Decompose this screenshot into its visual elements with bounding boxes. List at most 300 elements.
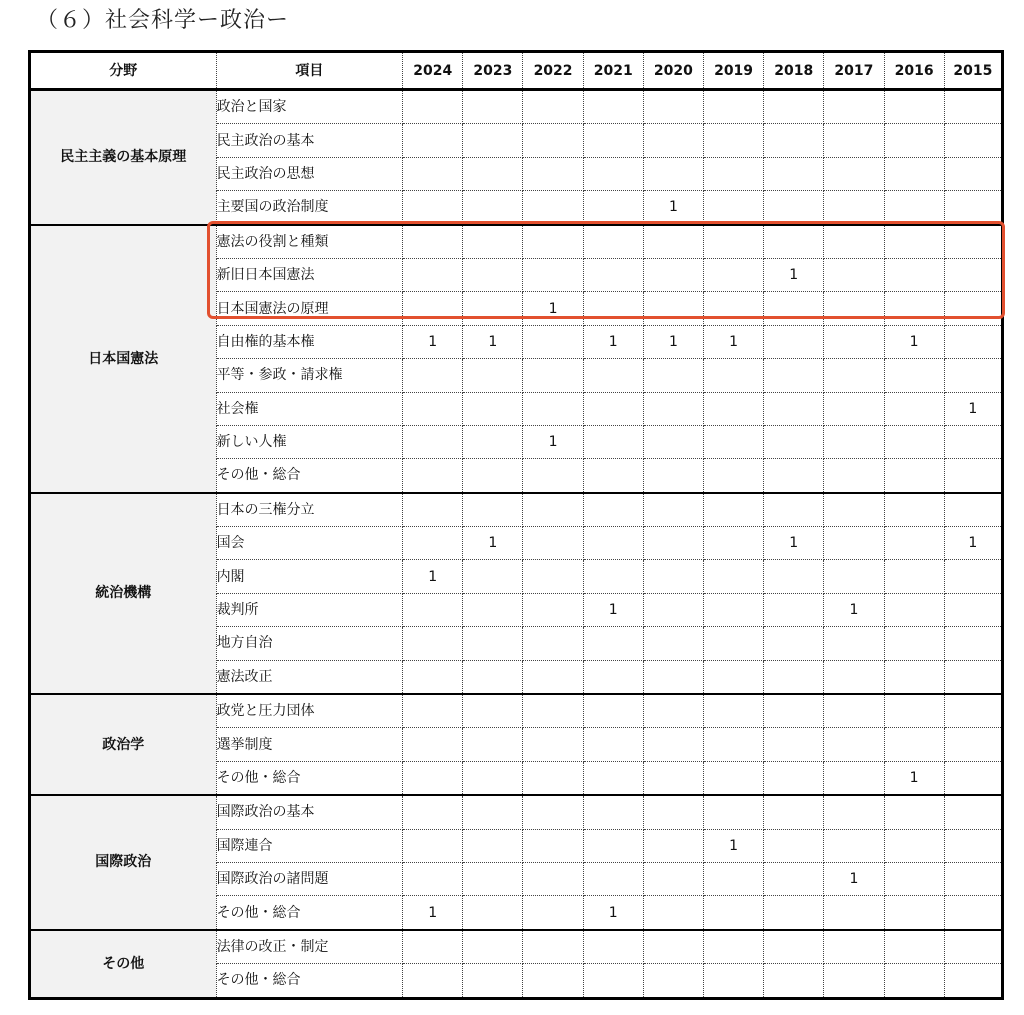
value-cell xyxy=(703,660,763,694)
value-cell xyxy=(944,761,1002,795)
value-cell xyxy=(703,90,763,124)
table-row xyxy=(30,930,1003,964)
value-cell xyxy=(403,124,463,157)
value-cell xyxy=(643,124,703,157)
value-cell xyxy=(403,660,463,694)
header-year: 2018 xyxy=(764,52,824,90)
value-cell xyxy=(523,660,583,694)
value-cell xyxy=(403,225,463,259)
value-cell xyxy=(523,527,583,560)
value-cell xyxy=(764,930,824,964)
value-cell: 1 xyxy=(403,560,463,593)
value-cell xyxy=(824,896,884,930)
value-cell xyxy=(583,930,643,964)
value-cell xyxy=(824,493,884,527)
value-cell xyxy=(703,560,763,593)
header-category: 分野 xyxy=(30,52,217,90)
value-cell xyxy=(523,560,583,593)
value-cell xyxy=(583,392,643,425)
value-cell xyxy=(884,493,944,527)
value-cell xyxy=(403,627,463,660)
value-cell xyxy=(643,660,703,694)
value-cell xyxy=(703,694,763,728)
value-cell xyxy=(703,258,763,291)
value-cell: 1 xyxy=(703,829,763,862)
value-cell xyxy=(583,660,643,694)
value-cell xyxy=(764,560,824,593)
value-cell: 1 xyxy=(824,593,884,626)
value-cell xyxy=(463,660,523,694)
value-cell xyxy=(463,694,523,728)
value-cell xyxy=(884,425,944,458)
value-cell xyxy=(703,964,763,998)
item-cell: 国際政治の基本 xyxy=(216,795,403,829)
table-body xyxy=(30,90,1003,999)
value-cell xyxy=(703,930,763,964)
value-cell xyxy=(764,761,824,795)
value-cell xyxy=(403,694,463,728)
value-cell xyxy=(403,862,463,895)
value-cell xyxy=(403,829,463,862)
value-cell xyxy=(583,90,643,124)
value-cell: 1 xyxy=(403,896,463,930)
value-cell xyxy=(764,493,824,527)
value-cell xyxy=(523,157,583,190)
value-cell xyxy=(523,459,583,493)
value-cell xyxy=(583,425,643,458)
value-cell xyxy=(523,493,583,527)
value-cell xyxy=(764,627,824,660)
value-cell xyxy=(463,392,523,425)
value-cell xyxy=(583,728,643,761)
item-cell: 日本の三権分立 xyxy=(216,493,403,527)
value-cell xyxy=(944,493,1002,527)
value-cell: 1 xyxy=(643,191,703,225)
value-cell: 1 xyxy=(463,527,523,560)
value-cell xyxy=(583,157,643,190)
value-cell xyxy=(523,627,583,660)
value-cell xyxy=(403,795,463,829)
value-cell xyxy=(764,325,824,358)
item-cell: 主要国の政治制度 xyxy=(216,191,403,225)
table-row xyxy=(30,90,1003,124)
header-year: 2017 xyxy=(824,52,884,90)
value-cell xyxy=(944,425,1002,458)
value-cell xyxy=(643,896,703,930)
value-cell xyxy=(463,359,523,392)
value-cell xyxy=(764,728,824,761)
value-cell xyxy=(523,191,583,225)
value-cell xyxy=(764,694,824,728)
value-cell xyxy=(703,627,763,660)
value-cell xyxy=(583,459,643,493)
item-cell: 民主政治の基本 xyxy=(216,124,403,157)
value-cell xyxy=(643,425,703,458)
value-cell xyxy=(703,896,763,930)
category-cell: 政治学 xyxy=(30,694,217,795)
value-cell xyxy=(944,694,1002,728)
header-item: 項目 xyxy=(216,52,403,90)
value-cell xyxy=(523,896,583,930)
value-cell xyxy=(523,728,583,761)
value-cell xyxy=(403,593,463,626)
value-cell xyxy=(703,124,763,157)
value-cell xyxy=(583,493,643,527)
value-cell xyxy=(944,795,1002,829)
item-cell: 地方自治 xyxy=(216,627,403,660)
value-cell xyxy=(824,359,884,392)
category-cell: 日本国憲法 xyxy=(30,225,217,493)
value-cell xyxy=(643,627,703,660)
value-cell: 1 xyxy=(583,325,643,358)
value-cell xyxy=(944,829,1002,862)
value-cell xyxy=(703,527,763,560)
value-cell xyxy=(703,459,763,493)
value-cell xyxy=(764,459,824,493)
table-row xyxy=(30,795,1003,829)
value-cell xyxy=(463,964,523,998)
value-cell xyxy=(764,795,824,829)
item-cell: 国際政治の諸問題 xyxy=(216,862,403,895)
value-cell xyxy=(884,560,944,593)
category-cell: 統治機構 xyxy=(30,493,217,694)
value-cell xyxy=(463,627,523,660)
value-cell xyxy=(463,930,523,964)
value-cell xyxy=(643,694,703,728)
value-cell xyxy=(824,124,884,157)
value-cell xyxy=(764,862,824,895)
value-cell xyxy=(824,829,884,862)
value-cell xyxy=(403,527,463,560)
value-cell xyxy=(643,829,703,862)
value-cell xyxy=(643,493,703,527)
value-cell xyxy=(884,459,944,493)
value-cell xyxy=(884,593,944,626)
value-cell xyxy=(764,964,824,998)
value-cell xyxy=(403,258,463,291)
value-cell xyxy=(583,258,643,291)
value-cell xyxy=(824,157,884,190)
value-cell xyxy=(703,593,763,626)
value-cell xyxy=(643,157,703,190)
value-cell xyxy=(403,728,463,761)
value-cell xyxy=(463,493,523,527)
value-cell xyxy=(824,795,884,829)
value-cell xyxy=(884,258,944,291)
item-cell: 政党と圧力団体 xyxy=(216,694,403,728)
value-cell xyxy=(643,292,703,325)
value-cell xyxy=(824,225,884,259)
value-cell xyxy=(703,191,763,225)
value-cell xyxy=(463,459,523,493)
value-cell xyxy=(463,896,523,930)
value-cell xyxy=(944,258,1002,291)
value-cell xyxy=(824,560,884,593)
value-cell: 1 xyxy=(463,325,523,358)
value-cell xyxy=(463,157,523,190)
value-cell: 1 xyxy=(583,896,643,930)
value-cell xyxy=(944,157,1002,190)
value-cell xyxy=(643,593,703,626)
politics-frequency-table xyxy=(28,50,1004,1000)
page-title: （６）社会科学ー政治ー xyxy=(36,8,290,33)
value-cell xyxy=(643,90,703,124)
value-cell xyxy=(703,795,763,829)
value-cell xyxy=(403,292,463,325)
value-cell xyxy=(764,660,824,694)
value-cell xyxy=(824,527,884,560)
header-year: 2015 xyxy=(944,52,1002,90)
value-cell xyxy=(764,829,824,862)
value-cell xyxy=(643,392,703,425)
value-cell xyxy=(643,761,703,795)
value-cell: 1 xyxy=(523,292,583,325)
item-cell: 民主政治の思想 xyxy=(216,157,403,190)
value-cell xyxy=(403,493,463,527)
value-cell xyxy=(643,964,703,998)
value-cell xyxy=(583,761,643,795)
value-cell xyxy=(884,795,944,829)
value-cell: 1 xyxy=(764,527,824,560)
value-cell xyxy=(583,292,643,325)
value-cell xyxy=(403,459,463,493)
value-cell xyxy=(824,90,884,124)
value-cell xyxy=(703,225,763,259)
value-cell xyxy=(884,964,944,998)
value-cell: 1 xyxy=(523,425,583,458)
value-cell xyxy=(764,124,824,157)
value-cell xyxy=(523,694,583,728)
value-cell: 1 xyxy=(884,325,944,358)
value-cell xyxy=(523,930,583,964)
value-cell xyxy=(583,829,643,862)
value-cell xyxy=(944,660,1002,694)
item-cell: 国際連合 xyxy=(216,829,403,862)
value-cell xyxy=(764,896,824,930)
value-cell xyxy=(523,964,583,998)
value-cell xyxy=(463,225,523,259)
value-cell xyxy=(403,90,463,124)
value-cell xyxy=(884,862,944,895)
value-cell xyxy=(643,560,703,593)
value-cell xyxy=(944,124,1002,157)
value-cell xyxy=(944,560,1002,593)
value-cell xyxy=(764,191,824,225)
value-cell xyxy=(403,191,463,225)
item-cell: その他・総合 xyxy=(216,896,403,930)
value-cell xyxy=(944,90,1002,124)
value-cell xyxy=(703,728,763,761)
value-cell xyxy=(463,124,523,157)
value-cell xyxy=(463,761,523,795)
value-cell xyxy=(463,795,523,829)
value-cell xyxy=(764,359,824,392)
value-cell xyxy=(944,459,1002,493)
value-cell xyxy=(523,593,583,626)
value-cell xyxy=(523,761,583,795)
value-cell xyxy=(824,459,884,493)
value-cell xyxy=(884,527,944,560)
value-cell xyxy=(523,325,583,358)
value-cell xyxy=(824,694,884,728)
value-cell xyxy=(643,225,703,259)
item-cell: 憲法の役割と種類 xyxy=(216,225,403,259)
table-row xyxy=(30,694,1003,728)
item-cell: その他・総合 xyxy=(216,761,403,795)
value-cell xyxy=(703,359,763,392)
header-year: 2016 xyxy=(884,52,944,90)
value-cell xyxy=(583,359,643,392)
value-cell xyxy=(583,627,643,660)
value-cell xyxy=(403,761,463,795)
value-cell xyxy=(463,728,523,761)
value-cell xyxy=(764,392,824,425)
value-cell xyxy=(884,90,944,124)
value-cell xyxy=(643,862,703,895)
value-cell xyxy=(884,896,944,930)
value-cell xyxy=(703,392,763,425)
value-cell xyxy=(403,392,463,425)
value-cell xyxy=(944,325,1002,358)
value-cell xyxy=(643,930,703,964)
value-cell xyxy=(523,862,583,895)
item-cell: その他・総合 xyxy=(216,459,403,493)
item-cell: 選挙制度 xyxy=(216,728,403,761)
value-cell xyxy=(764,425,824,458)
value-cell xyxy=(403,930,463,964)
header-year: 2019 xyxy=(703,52,763,90)
value-cell xyxy=(703,157,763,190)
value-cell xyxy=(643,459,703,493)
value-cell xyxy=(884,359,944,392)
value-cell xyxy=(764,292,824,325)
value-cell xyxy=(824,627,884,660)
value-cell xyxy=(884,124,944,157)
value-cell xyxy=(463,862,523,895)
value-cell xyxy=(583,560,643,593)
value-cell xyxy=(944,862,1002,895)
value-cell xyxy=(583,862,643,895)
value-cell xyxy=(643,728,703,761)
table-row xyxy=(30,493,1003,527)
value-cell xyxy=(403,157,463,190)
value-cell xyxy=(583,527,643,560)
value-cell xyxy=(884,191,944,225)
value-cell xyxy=(583,795,643,829)
item-cell: 憲法改正 xyxy=(216,660,403,694)
value-cell xyxy=(643,258,703,291)
value-cell xyxy=(764,157,824,190)
value-cell: 1 xyxy=(403,325,463,358)
item-cell: 内閣 xyxy=(216,560,403,593)
value-cell: 1 xyxy=(764,258,824,291)
value-cell xyxy=(703,761,763,795)
value-cell xyxy=(824,292,884,325)
value-cell xyxy=(583,191,643,225)
value-cell xyxy=(523,829,583,862)
category-cell: 国際政治 xyxy=(30,795,217,930)
table-row xyxy=(30,225,1003,259)
item-cell: 自由権的基本権 xyxy=(216,325,403,358)
value-cell xyxy=(703,493,763,527)
value-cell xyxy=(523,392,583,425)
value-cell xyxy=(944,728,1002,761)
value-cell: 1 xyxy=(944,392,1002,425)
value-cell xyxy=(583,964,643,998)
value-cell xyxy=(824,660,884,694)
value-cell xyxy=(884,392,944,425)
value-cell xyxy=(523,90,583,124)
value-cell xyxy=(703,425,763,458)
value-cell xyxy=(944,896,1002,930)
header-year: 2022 xyxy=(523,52,583,90)
value-cell xyxy=(884,225,944,259)
header-year: 2023 xyxy=(463,52,523,90)
value-cell xyxy=(463,425,523,458)
item-cell: その他・総合 xyxy=(216,964,403,998)
value-cell xyxy=(884,627,944,660)
value-cell xyxy=(884,930,944,964)
value-cell xyxy=(703,862,763,895)
value-cell xyxy=(523,359,583,392)
value-cell xyxy=(944,191,1002,225)
value-cell xyxy=(463,593,523,626)
value-cell xyxy=(944,964,1002,998)
value-cell xyxy=(403,359,463,392)
value-cell xyxy=(824,191,884,225)
value-cell xyxy=(884,157,944,190)
value-cell xyxy=(944,292,1002,325)
value-cell xyxy=(463,292,523,325)
header-year: 2021 xyxy=(583,52,643,90)
value-cell xyxy=(824,761,884,795)
value-cell xyxy=(944,593,1002,626)
value-cell xyxy=(463,191,523,225)
value-cell xyxy=(703,292,763,325)
value-cell xyxy=(884,728,944,761)
value-cell xyxy=(884,694,944,728)
value-cell xyxy=(824,325,884,358)
value-cell xyxy=(403,964,463,998)
value-cell xyxy=(463,560,523,593)
value-cell xyxy=(523,258,583,291)
value-cell xyxy=(643,359,703,392)
value-cell xyxy=(884,292,944,325)
value-cell xyxy=(643,795,703,829)
item-cell: 日本国憲法の原理 xyxy=(216,292,403,325)
item-cell: 新旧日本国憲法 xyxy=(216,258,403,291)
item-cell: 裁判所 xyxy=(216,593,403,626)
item-cell: 法律の改正・制定 xyxy=(216,930,403,964)
value-cell xyxy=(944,930,1002,964)
item-cell: 政治と国家 xyxy=(216,90,403,124)
value-cell xyxy=(463,258,523,291)
value-cell xyxy=(884,660,944,694)
value-cell xyxy=(523,795,583,829)
value-cell xyxy=(583,225,643,259)
value-cell xyxy=(944,627,1002,660)
value-cell: 1 xyxy=(583,593,643,626)
value-cell xyxy=(824,930,884,964)
category-cell: 民主主義の基本原理 xyxy=(30,90,217,225)
value-cell xyxy=(944,359,1002,392)
category-cell: その他 xyxy=(30,930,217,998)
value-cell xyxy=(884,829,944,862)
item-cell: 国会 xyxy=(216,527,403,560)
value-cell xyxy=(824,964,884,998)
table-header-row xyxy=(30,52,1003,90)
item-cell: 新しい人権 xyxy=(216,425,403,458)
